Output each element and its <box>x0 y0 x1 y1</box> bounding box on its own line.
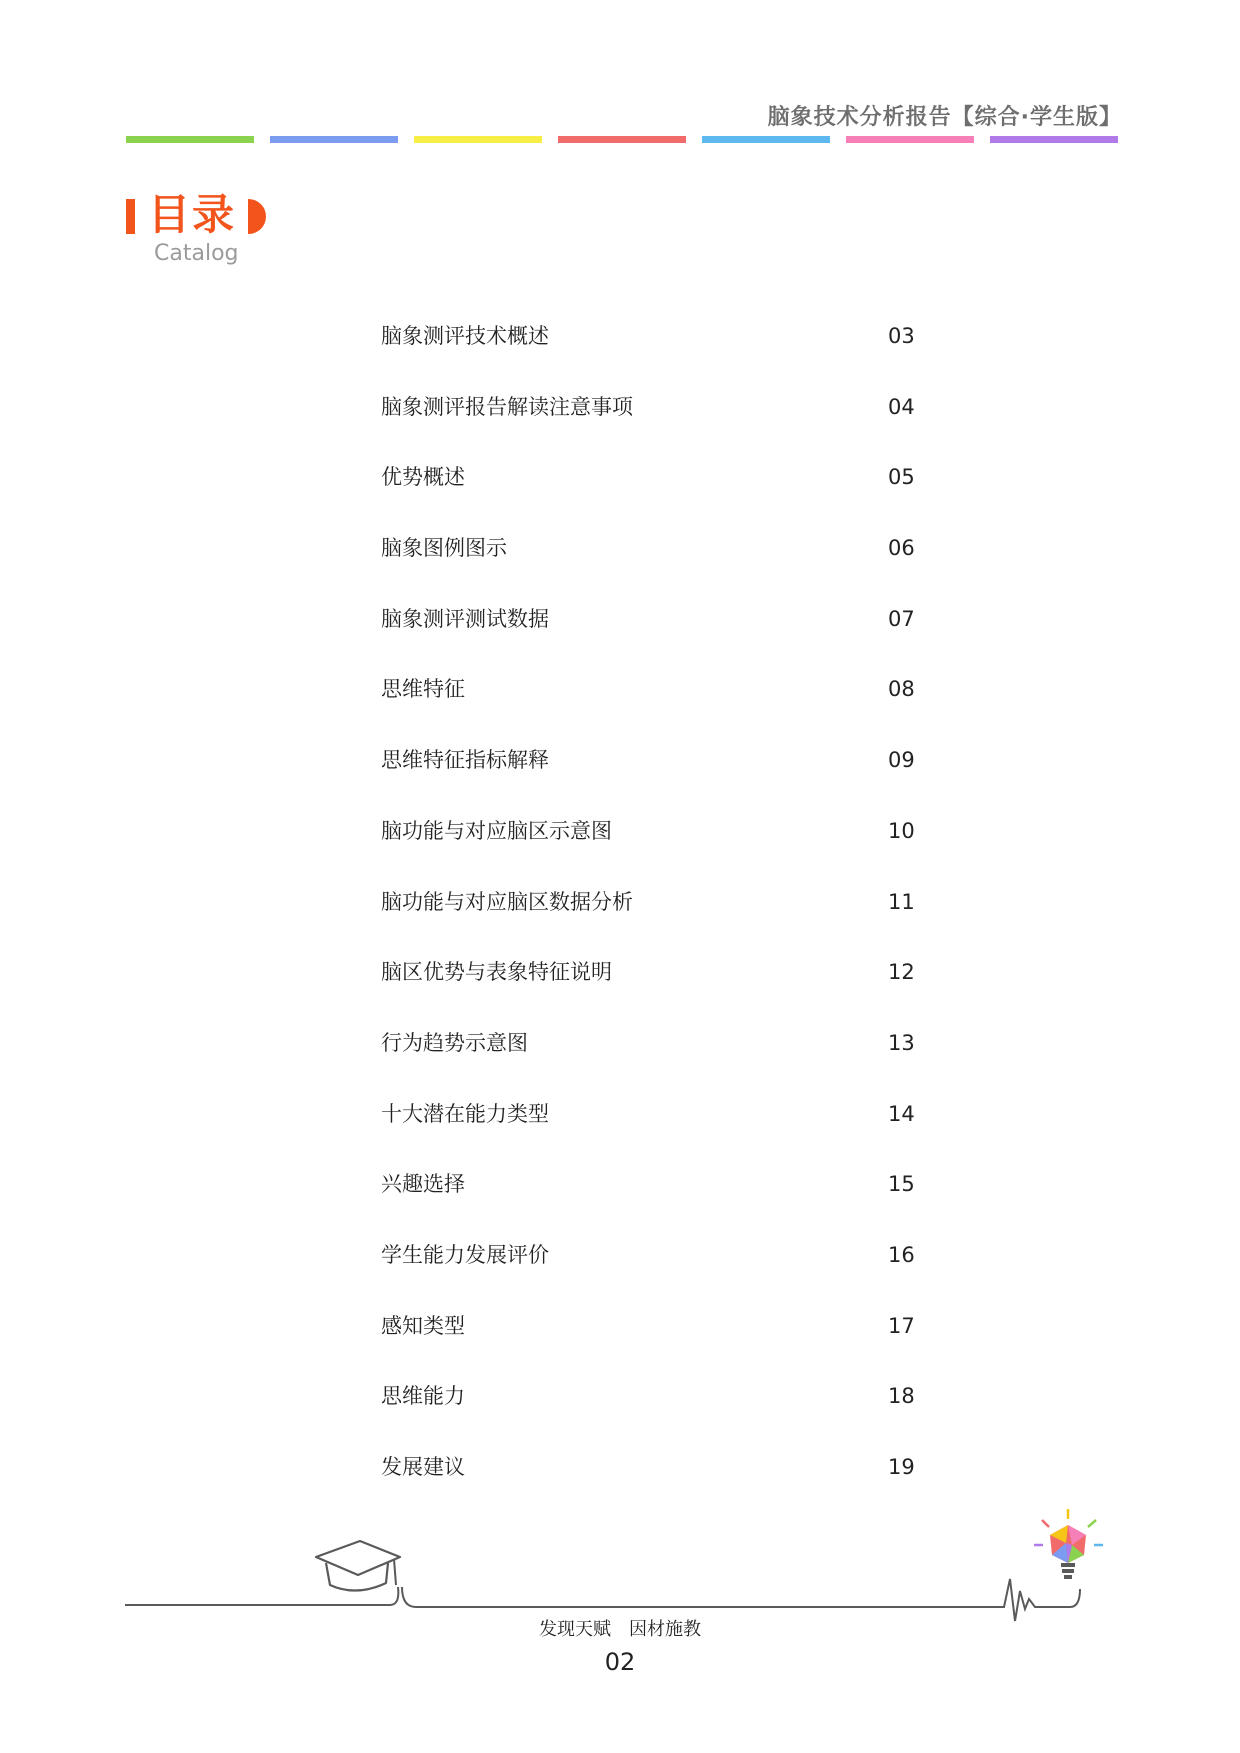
header-color-bar <box>126 136 254 143</box>
toc-item-title[interactable]: 脑功能与对应脑区数据分析 <box>381 889 633 914</box>
toc-item-title[interactable]: 思维特征指标解释 <box>381 748 549 773</box>
toc-item[interactable] <box>381 1170 921 1241</box>
toc-item-page[interactable]: 18 <box>888 1384 915 1409</box>
toc-item[interactable] <box>381 1241 921 1312</box>
toc-item-page[interactable]: 09 <box>888 748 915 773</box>
toc-item[interactable] <box>381 675 921 746</box>
toc-item-page[interactable]: 06 <box>888 536 915 561</box>
toc-item[interactable] <box>381 958 921 1029</box>
toc-item-title[interactable]: 优势概述 <box>381 465 465 490</box>
toc-item-title[interactable]: 脑象测评测试数据 <box>381 606 549 631</box>
toc-item[interactable] <box>381 1312 921 1383</box>
toc-item[interactable] <box>381 393 921 464</box>
toc-item-page[interactable]: 03 <box>888 324 915 348</box>
toc-item-title[interactable]: 十大潜在能力类型 <box>381 1101 549 1126</box>
toc-item-title[interactable]: 脑区优势与表象特征说明 <box>381 960 612 985</box>
toc-item-title[interactable]: 兴趣选择 <box>381 1172 465 1197</box>
toc-item-page[interactable]: 12 <box>888 960 915 985</box>
toc-item[interactable] <box>381 1100 921 1171</box>
toc-item-page[interactable]: 10 <box>888 818 915 843</box>
header-color-bar <box>414 136 542 143</box>
toc-item-title[interactable]: 脑象图例图示 <box>381 536 507 561</box>
toc-item-page[interactable]: 14 <box>888 1101 915 1126</box>
header-color-bar <box>558 136 686 143</box>
graduation-cap-icon <box>316 1541 400 1591</box>
lightbulb-icon <box>1034 1509 1103 1579</box>
table-of-contents <box>381 322 921 1524</box>
toc-item-title[interactable]: 脑象测评技术概述 <box>381 324 549 348</box>
toc-item-title[interactable]: 学生能力发展评价 <box>381 1242 549 1267</box>
catalog-subtitle: Catalog <box>154 241 239 266</box>
heading-accent-half-circle <box>248 199 266 234</box>
page-number: 02 <box>604 1648 636 1676</box>
toc-item-title[interactable]: 脑功能与对应脑区示意图 <box>381 818 612 843</box>
heading-accent-bar <box>126 199 135 234</box>
slogan-left: 发现天赋 <box>539 1619 611 1640</box>
report-title: 脑象技术分析报告【综合·学生版】 <box>767 105 1122 130</box>
toc-item-page[interactable]: 13 <box>888 1030 915 1055</box>
toc-item[interactable] <box>381 746 921 817</box>
slogan-right: 因材施教 <box>629 1619 701 1640</box>
toc-item[interactable] <box>381 817 921 888</box>
toc-item-page[interactable]: 04 <box>888 394 915 419</box>
toc-item[interactable] <box>381 605 921 676</box>
header-color-bar <box>702 136 830 143</box>
toc-item-page[interactable]: 19 <box>888 1455 915 1479</box>
toc-item[interactable] <box>381 888 921 959</box>
toc-item[interactable] <box>381 1029 921 1100</box>
toc-item-title[interactable]: 行为趋势示意图 <box>381 1030 528 1055</box>
toc-item-page[interactable]: 07 <box>888 606 915 631</box>
toc-item-page[interactable]: 17 <box>888 1313 915 1338</box>
footer-slogan <box>0 1615 1240 1641</box>
toc-item-page[interactable]: 05 <box>888 465 915 490</box>
header-color-bar <box>270 136 398 143</box>
toc-item-title[interactable]: 发展建议 <box>381 1455 465 1479</box>
toc-item-page[interactable]: 11 <box>888 889 915 914</box>
toc-item[interactable] <box>381 322 921 393</box>
header-color-bars <box>126 136 1122 143</box>
toc-item-page[interactable]: 16 <box>888 1242 915 1267</box>
toc-item-page[interactable]: 08 <box>888 677 915 702</box>
toc-item[interactable] <box>381 463 921 534</box>
toc-item-title[interactable]: 思维能力 <box>381 1384 465 1409</box>
toc-item[interactable] <box>381 1382 921 1453</box>
toc-item-title[interactable]: 感知类型 <box>381 1313 465 1338</box>
toc-item-title[interactable]: 脑象测评报告解读注意事项 <box>381 394 633 419</box>
toc-item-title[interactable]: 思维特征 <box>381 677 465 702</box>
toc-item[interactable] <box>381 534 921 605</box>
catalog-title: 目录 <box>148 190 237 239</box>
header-color-bar <box>990 136 1118 143</box>
header-color-bar <box>846 136 974 143</box>
toc-item-page[interactable]: 15 <box>888 1172 915 1197</box>
